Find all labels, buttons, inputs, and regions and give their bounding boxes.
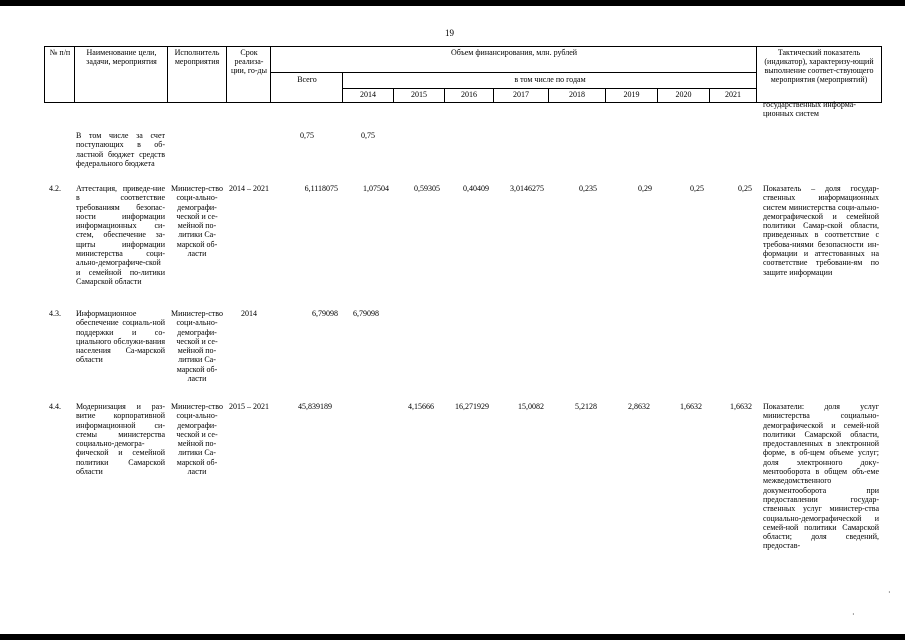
row-term: 2014: [241, 309, 257, 318]
row-2014: 6,79098: [353, 309, 379, 318]
row-2015: 0,59305: [414, 184, 440, 193]
scan-dot: ·: [888, 588, 891, 597]
row-executor: Министер-ство соци-ально-демографи-ческой и се-мейной по-литики Са-марской об-ласти: [171, 402, 223, 477]
continued-indicator: государственных информа-ционных систем: [763, 100, 856, 119]
row-number: 4.2.: [49, 184, 61, 193]
row-executor: Министер-ство соци-ально-демографи-ческой и се-мейной по-литики Са-марской об-ласти: [171, 184, 223, 259]
row-2017: 3,0146275: [510, 184, 544, 193]
row-2020: 1,6632: [680, 402, 702, 411]
row-2014: 1,07504: [363, 184, 389, 193]
header-year: 2015: [411, 90, 427, 99]
row-2021: 1,6632: [730, 402, 752, 411]
row-2019: 0,29: [638, 184, 652, 193]
row-2019: 2,8632: [628, 402, 650, 411]
row-indicator: Показатель – доля государ-ственных информационных систем министерства соци-ально-демографической и семейной политики Самар-ской области, приведенных в соответствие с требова-ниями безопасности ин-формации и аттестованных на соответствие требовани-ям по защите информации: [763, 184, 879, 277]
row-total: 45,839189: [298, 402, 332, 411]
row-2018: 5,2128: [575, 402, 597, 411]
row-executor: Министер-ство соци-ально-демографи-ческой и се-мейной по-литики Са-марской об-ласти: [171, 309, 223, 384]
row-name: Аттестация, приведе-ние в соответствие требованиям безопас-ности информации информационных си-стем, обеспечение за-щиты информации министерства соци-ально-демографиче-ской и семейной по-литики Самарской области: [76, 184, 165, 286]
subrow-2014: 0,75: [361, 131, 375, 140]
top-border: [0, 0, 905, 6]
header-year: 2016: [461, 90, 477, 99]
bottom-border: [0, 634, 905, 640]
table-header: [44, 46, 882, 103]
header-name: Наименование цели, задачи, мероприятия: [86, 48, 157, 66]
subrow-total: 0,75: [300, 131, 314, 140]
row-total: 6,1118075: [304, 184, 338, 193]
row-name: Информационное обеспечение социаль-ной поддержки и со-циального обслужи-вания населения Са-марской области: [76, 309, 165, 365]
row-2016: 16,271929: [455, 402, 489, 411]
header-term: Срок реализа-ции, го-ды: [230, 48, 268, 75]
row-name: Модернизация и раз-витие корпоративной информационной си-стемы министерства социально-демогра-фической и семейной политики Самарской области: [76, 402, 165, 477]
header-year: 2018: [569, 90, 585, 99]
row-2015: 4,15666: [408, 402, 434, 411]
row-term: 2015 – 2021: [229, 402, 269, 411]
scan-dot: ·: [852, 610, 855, 619]
row-total: 6,79098: [312, 309, 338, 318]
header-by-year: в том числе по годам: [514, 75, 586, 84]
row-indicator: Показатели: доля услуг министерства социально-демографической и семей-ной политики Самарской области, предоставленных в электронной форме, в об-щем объеме услуг; доля электронного доку-ментооборота в общем объ-еме межведомственного документооборота при предоставлении государ-ственных услуг министер-ства социально-демографической и семей-ной политики Самарской области; доля сведений, предостав-: [763, 402, 879, 551]
header-year: 2019: [623, 90, 640, 99]
row-2016: 0,40409: [463, 184, 489, 193]
header-year: 2017: [513, 90, 529, 99]
row-number: 4.4.: [49, 402, 61, 411]
header-year: 2014: [360, 90, 376, 99]
header-no: № п/п: [49, 48, 71, 57]
row-number: 4.3.: [49, 309, 61, 318]
row-2020: 0,25: [690, 184, 704, 193]
row-2018: 0,235: [579, 184, 597, 193]
header-indicator: Тактический показатель (индикатор), характеризу-ющий выполнение соответ-ствующего мероприятия (мероприятий): [764, 48, 874, 84]
header-year: 2021: [725, 90, 741, 99]
page-number: 19: [445, 28, 454, 38]
subrow-name: В том числе за счет поступающих в об-ластной бюджет средств федерального бюджета: [76, 131, 165, 168]
header-year: 2020: [675, 90, 692, 99]
header-funding: Объем финансирования, млн. рублей: [450, 48, 578, 57]
row-2021: 0,25: [738, 184, 752, 193]
header-total: Всего: [297, 75, 317, 84]
row-2017: 15,0082: [518, 402, 544, 411]
row-term: 2014 – 2021: [229, 184, 269, 193]
header-executor: Исполнитель мероприятия: [174, 48, 220, 66]
